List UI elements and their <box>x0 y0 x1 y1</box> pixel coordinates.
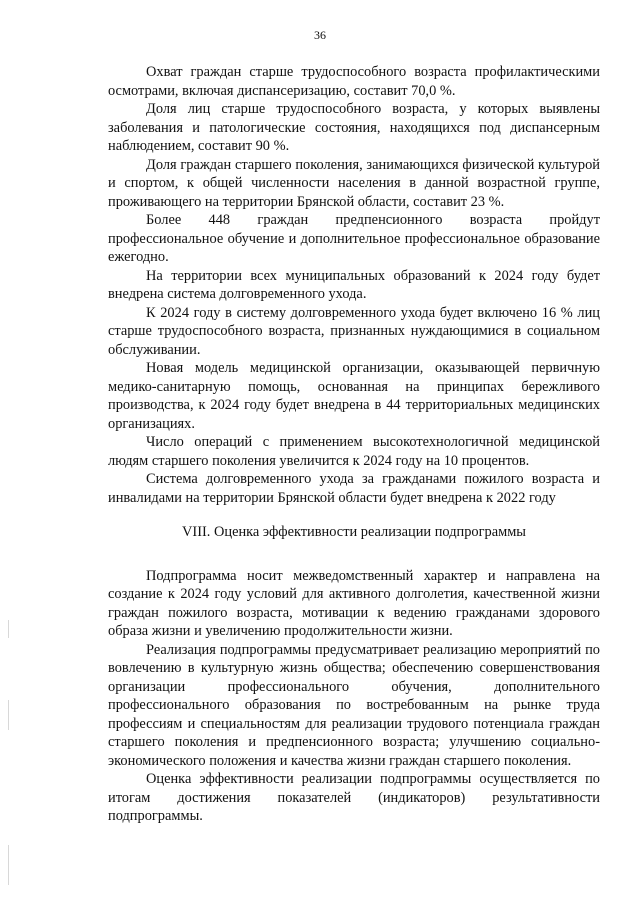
document-body <box>108 63 600 826</box>
scan-edge-mark <box>8 845 9 885</box>
scan-edge-mark <box>8 620 9 638</box>
paragraph-efficiency-evaluation: Оценка эффективности реализации подпрограммы осуществляется по итогам достижения показателей (индикаторов) результативности подпрограммы. <box>108 771 600 824</box>
section-heading: VIII. Оценка эффективности реализации подпрограммы <box>182 524 526 540</box>
paragraph-dispensary-observation: Доля лиц старше трудоспособного возраста, у которых выявлены заболевания и патологические состояния, находящихся под диспансерным наблюдением, составит 90 %. <box>108 101 600 154</box>
paragraph-care-system-2022: Система долговременного ухода за гражданами пожилого возраста и инвалидами на территории Брянской области будет внедрена к 2022 году <box>108 471 600 506</box>
paragraph-subprogram-character: Подпрограмма носит межведомственный характер и направлена на создание к 2024 году условий для активного долголетия, качественной жизни граждан пожилого возраста, мотивации к ведению гражданами здорового образа жизни и увеличению продолжительности жизни. <box>108 567 600 639</box>
paragraph-high-tech-operations: Число операций с применением высокотехнологичной медицинской людям старшего поколения увеличится к 2024 году на 10 процентов. <box>108 434 600 469</box>
scan-edge-mark <box>8 700 9 730</box>
paragraph-checkups: Охват граждан старше трудоспособного возраста профилактическими осмотрами, включая диспансеризацию, составит 70,0 %. <box>108 64 600 99</box>
paragraph-preretirement-training: Более 448 граждан предпенсионного возраста пройдут профессиональное обучение и дополнительное профессиональное образование ежегодно. <box>108 212 600 265</box>
paragraph-long-term-care-share: К 2024 году в систему долговременного ухода будет включено 16 % лиц старше трудоспособного возраста, признанных нуждающимися в социальном обслуживании. <box>108 304 600 358</box>
paragraph-subprogram-implementation: Реализация подпрограммы предусматривает реализацию мероприятий по вовлечению в культурную жизнь общества; обеспечению совершенствования организации профессионального обучения, дополнительного профессионального образования по востребованным на рынке труда профессиям и специальностям для реализации трудового потенциала граждан старшего поколения и предпенсионного возраста; улучшению социально-экономического положения и качества жизни граждан старшего поколения. <box>108 641 600 769</box>
paragraph-medical-model: Новая модель медицинской организации, оказывающей первичную медико-санитарную помощь, основанная на принципах бережливого производства, к 2024 году будет внедрена в 44 территориальных медицинских организациях. <box>108 360 600 432</box>
paragraph-sports-share: Доля граждан старшего поколения, занимающихся физической культурой и спортом, к общей численности населения в данной возрастной группе, проживающего на территории Брянской области, составит 23 %. <box>108 156 600 210</box>
paragraph-long-term-care-system: На территории всех муниципальных образований к 2024 году будет внедрена система долговременного ухода. <box>108 267 600 302</box>
page-number: 36 <box>314 28 326 42</box>
